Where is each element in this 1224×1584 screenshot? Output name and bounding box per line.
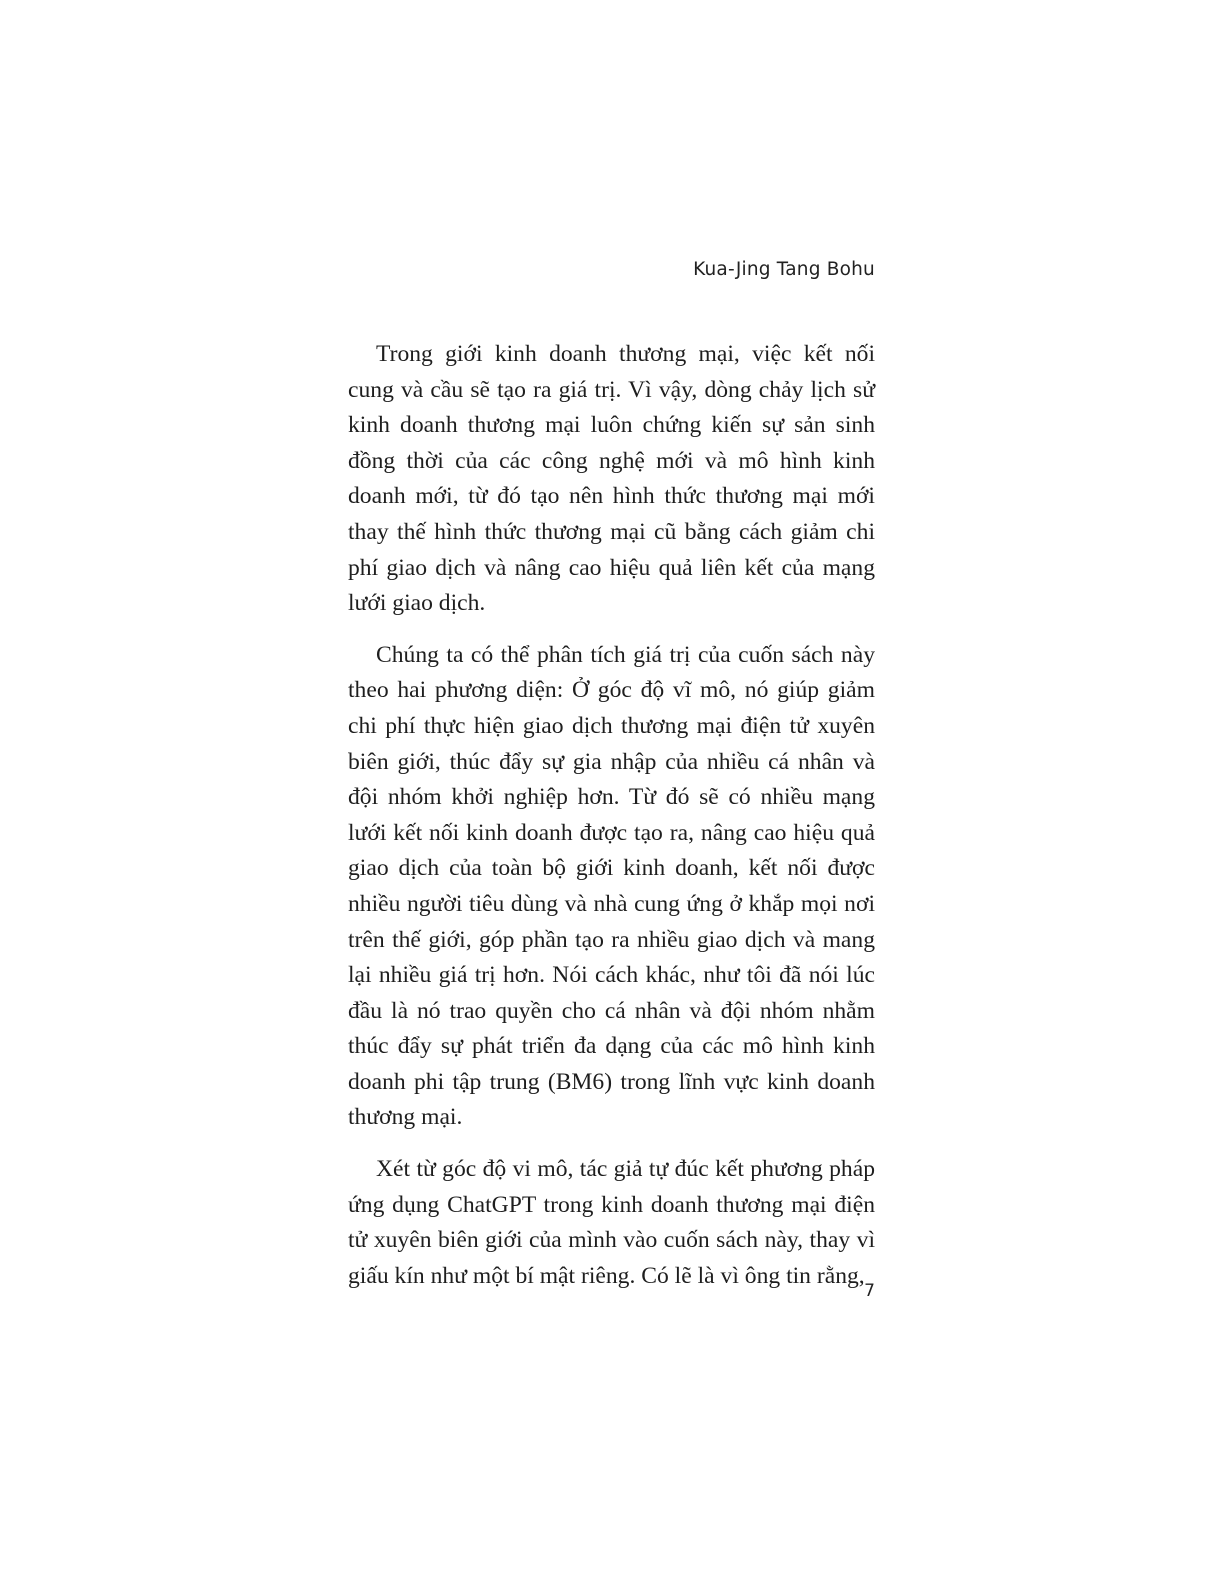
body-text	[348, 337, 875, 1294]
page-number: 7	[864, 1281, 875, 1301]
paragraph-2: Chúng ta có thể phân tích giá trị của cuốn sách này theo hai phương diện: Ở góc độ vĩ mô, nó giúp giảm chi phí thực hiện giao dịch thương mại điện tử xuyên biên giới, thúc đẩy sự gia nhập của nhiều cá nhân và đội nhóm khởi nghiệp hơn. Từ đó sẽ có nhiều mạng lưới kết nối kinh doanh được tạo ra, nâng cao hiệu quả giao dịch của toàn bộ giới kinh doanh, kết nối được nhiều người tiêu dùng và nhà cung ứng ở khắp mọi nơi trên thế giới, góp phần tạo ra nhiều giao dịch và mang lại nhiều giá trị hơn. Nói cách khác, như tôi đã nói lúc đầu là nó trao quyền cho cá nhân và đội nhóm nhằm thúc đẩy sự phát triển đa dạng của các mô hình kinh doanh phi tập trung (BM6) trong lĩnh vực kinh doanh thương mại.	[348, 641, 875, 1131]
paragraph-3: Xét từ góc độ vi mô, tác giả tự đúc kết phương pháp ứng dụng ChatGPT trong kinh doanh thương mại điện tử xuyên biên giới của mình vào cuốn sách này, thay vì giấu kín như một bí mật riêng. Có lẽ là vì ông tin rằng,	[348, 1156, 875, 1289]
running-header-author: Kua-Jing Tang Bohu	[693, 259, 875, 280]
paragraph-1: Trong giới kinh doanh thương mại, việc kết nối cung và cầu sẽ tạo ra giá trị. Vì vậy, dòng chảy lịch sử kinh doanh thương mại luôn chứng kiến sự sản sinh đồng thời của các công nghệ mới và mô hình kinh doanh mới, từ đó tạo nên hình thức thương mại mới thay thế hình thức thương mại cũ bằng cách giảm chi phí giao dịch và nâng cao hiệu quả liên kết của mạng lưới giao dịch.	[348, 341, 875, 617]
